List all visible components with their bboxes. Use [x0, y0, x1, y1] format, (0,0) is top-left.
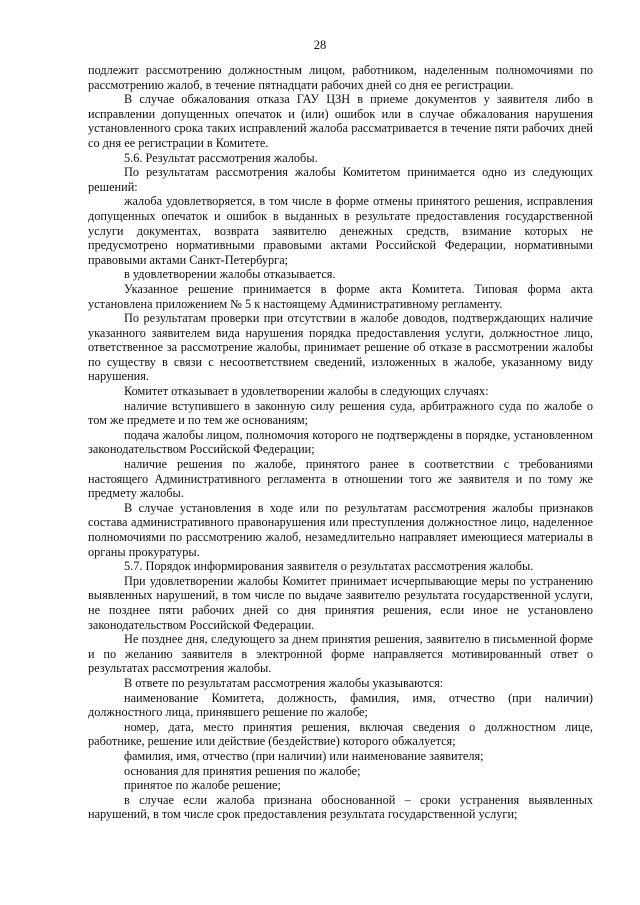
- paragraph: 5.6. Результат рассмотрения жалобы.: [124, 150, 318, 165]
- paragraph: подача жалобы лицом, полномочия которого не подтверждены в порядке, установленном законодательством Российской Федерации;: [88, 427, 593, 457]
- paragraph: В случае обжалования отказа ГАУ ЦЗН в приеме документов у заявителя либо в исправлении допущенных опечаток и (или) ошибок или в случае обжалования нарушения установленного срока таких исправлений жалоба рассматривается в течение пяти рабочих дней со дня ее регистрации в Комитете.: [88, 92, 593, 150]
- paragraph: При удовлетворении жалобы Комитет принимает исчерпывающие меры по устранению выявленных нарушений, в том числе по выдаче заявителю результата государственной услуги, не позднее пяти рабочих дней со дня принятия решения, если иное не установлено законодательством Российской Федерации.: [88, 573, 593, 632]
- paragraph: наличие вступившего в законную силу решения суда, арбитражного суда по жалобе о том же предмете и по тем же основаниям;: [88, 398, 593, 428]
- paragraph: фамилия, имя, отчество (при наличии) или наименование заявителя;: [124, 748, 484, 763]
- paragraph: наличие решения по жалобе, принятого ранее в соответствии с требованиями настоящего Административного регламента в отношении того же заявителя и по тому же предмету жалобы.: [88, 457, 593, 501]
- paragraph: номер, дата, место принятия решения, включая сведения о должностном лице, работнике, решение или действие (бездействие) которого обжалуется;: [88, 719, 593, 749]
- paragraph: основания для принятия решения по жалобе;: [124, 763, 361, 778]
- paragraph: в случае если жалоба признана обоснованной – сроки устранения выявленных нарушений, в том числе срок предоставления результата государственной услуги;: [88, 792, 593, 822]
- paragraph: В случае установления в ходе или по результатам рассмотрения жалобы признаков состава административного правонарушения или преступления должностное лицо, наделенное полномочиями по рассмотрению жалоб, незамедлительно направляет имеющиеся материалы в органы прокуратуры.: [88, 500, 593, 559]
- paragraph: подлежит рассмотрению должностным лицом, работником, наделенным полномочиями по рассмотрению жалоб, в течение пятнадцати рабочих дней со дня ее регистрации.: [88, 63, 593, 92]
- paragraph: В ответе по результатам рассмотрения жалобы указываются:: [124, 675, 444, 690]
- page-number: 28: [313, 38, 327, 52]
- paragraph: 5.7. Порядок информирования заявителя о результатах рассмотрения жалобы.: [124, 559, 534, 574]
- paragraph: принятое по жалобе решение;: [124, 778, 281, 793]
- paragraph: в удовлетворении жалобы отказывается.: [124, 267, 336, 282]
- paragraph: Указанное решение принимается в форме акта Комитета. Типовая форма акта установлена приложением № 5 к настоящему Административному регламенту.: [88, 281, 593, 311]
- document-body: [88, 63, 593, 822]
- paragraph: наименование Комитета, должность, фамилия, имя, отчество (при наличии) должностного лица, принявшего решение по жалобе;: [88, 690, 593, 720]
- paragraph: Комитет отказывает в удовлетворении жалобы в следующих случаях:: [124, 384, 489, 399]
- paragraph: По результатам проверки при отсутствии в жалобе доводов, подтверждающих наличие указанного заявителем вида нарушения порядка предоставления услуги, должностное лицо, ответственное за рассмотрение жалобы, принимает решение об отказе в рассмотрении жалобы по существу в связи с несоответствием сведений, изложенных в жалобе, указанному виду нарушения.: [88, 311, 593, 384]
- paragraph: жалоба удовлетворяется, в том числе в форме отмены принятого решения, исправления допущенных опечаток и ошибок в выданных в результате предоставления государственной услуги документах, возврата заявителю денежных средств, взимание которых не предусмотрено нормативными правовыми актами Российской Федерации, нормативными правовыми актами Санкт-Петербурга;: [88, 194, 593, 267]
- paragraph: По результатам рассмотрения жалобы Комитетом принимается одно из следующих решений:: [88, 165, 593, 194]
- paragraph: Не позднее дня, следующего за днем принятия решения, заявителю в письменной форме и по желанию заявителя в электронной форме направляется мотивированный ответ о результатах рассмотрения жалобы.: [88, 632, 593, 676]
